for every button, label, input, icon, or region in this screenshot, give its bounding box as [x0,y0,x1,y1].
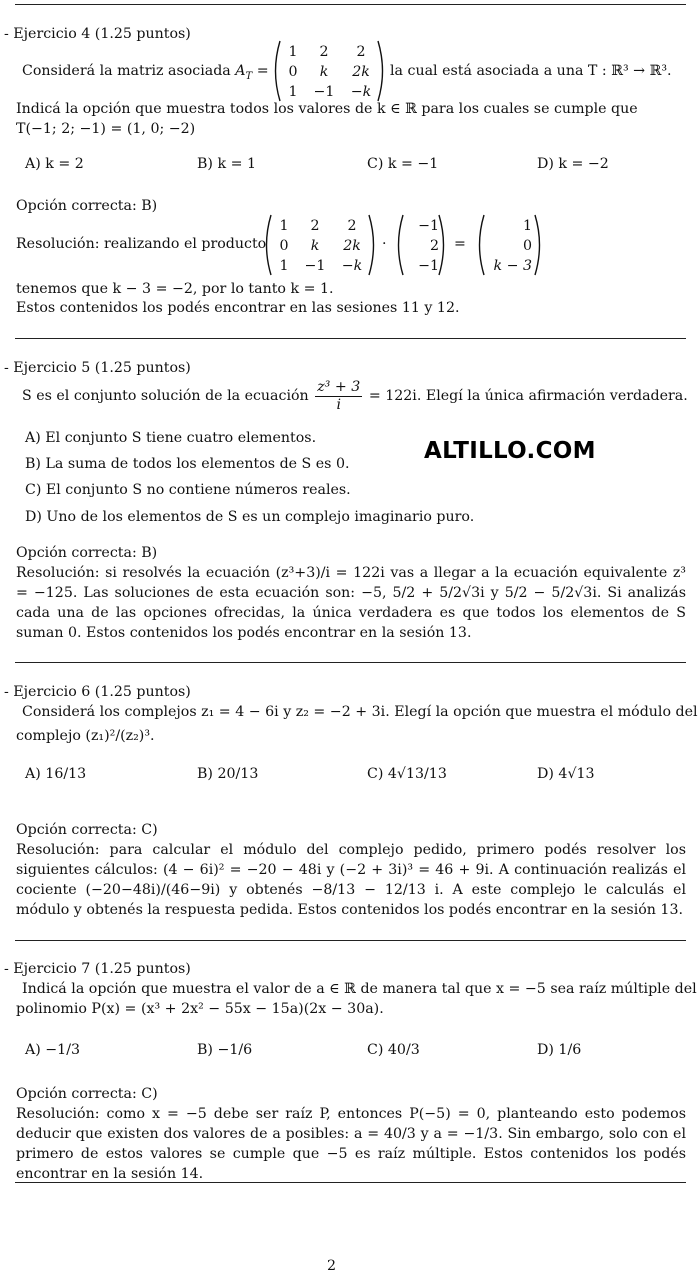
matrix-cell: 1 [279,258,289,274]
product-matrix-left-paren [261,214,273,276]
exercise-6-statement-2: complejo (z₁)²/(z₂)³. [16,728,155,744]
exercise-6-option-d: D) 4√13 [537,766,595,782]
exercise-4-header: - Ejercicio 4 (1.25 puntos) [4,26,191,42]
separator-top [15,4,686,5]
vector-right-paren [437,214,449,276]
matrix-left-paren [270,40,282,102]
equals-sign: = [454,236,466,252]
matrix-cell: 1 [288,84,298,100]
matrix-cell: 0 [279,238,289,254]
exercise-6-resolution: Resolución: para calcular el módulo del complejo pedido, primero podés resolver los siguientes cálculos: (4 − 6i)² = −20 − 48i y (−2 + 3i)³ = 46 + 9i. A continuación realizás el cociente (−20−48i)/(46−9i) y obtenés −8/13 − 12/13 i. A este complejo le calculás el módulo y obtenés la respuesta pedida. Estos contenidos los podés encontrar en la sesión 13. [16,842,686,918]
exercise-5-statement: S es el conjunto solución de la ecuación $\frac{\text{z³ + 3}}{i}$ = 122i. Elegí la única afirmación verdadera. [22,378,688,413]
exercise-6-option-b: B) 20/13 [197,766,259,782]
vector-x [405,216,439,276]
exercise-7-option-a: A) −1/3 [25,1042,81,1058]
matrix-right-paren [376,40,388,102]
exercise-5-resolution: Resolución: si resolvés la ecuación (z³+3)/i = 122i vas a llegar a la ecuación equivalente z³ = −125. Las soluciones de esta ecuación son: −5, 5/2 + 5/2√3i y 5/2 − 5/2√3i. Si analizás cada una de las opciones ofrecidas, la única verdadera es que todos los elementos de S suman 0. Estos contenidos los podés encontrar en la sesión 13. [16,565,686,641]
matrix-cell: 1 [279,218,289,234]
result-left-paren [474,214,486,276]
matrix-cell: 2k [343,238,361,254]
exercise-5-option-a: A) El conjunto S tiene cuatro elementos. [25,430,317,446]
matrix-cell: −1 [313,84,335,100]
exercise-7-option-c: C) 40/3 [367,1042,420,1058]
matrix-cell: 2 [310,218,320,234]
vector-cell: 2 [429,238,439,254]
exercise-4-statement-pre: Considerá la matriz asociada $A_T$ = [22,63,269,82]
exercise-7-option-d: D) 1/6 [537,1042,582,1058]
separator-ex5 [15,662,686,663]
matrix-cell: −k [350,84,372,100]
exercise-6-statement-1: Considerá los complejos z₁ = 4 − 6i y z₂ = −2 + 3i. Elegí la opción que muestra el módulo del [22,704,698,720]
dot-operator: · [382,236,387,252]
vector-cell: k − 3 [493,258,532,274]
matrix-cell: 2 [347,218,357,234]
vector-left-paren [393,214,405,276]
product-matrix [273,216,369,276]
matrix-cell: −1 [304,258,326,274]
exercise-4-contents: Estos contenidos los podés encontrar en las sesiones 11 y 12. [16,300,460,316]
exercise-5-correct: Opción correcta: B) [16,545,158,561]
exercise-4-line2: Indicá la opción que muestra todos los valores de k ∈ ℝ para los cuales se cumple que [16,101,638,117]
exercise-6-option-c: C) 4√13/13 [367,766,447,782]
result-right-paren [533,214,545,276]
exercise-4-resolution-pre: Resolución: realizando el producto [16,236,267,252]
matrix-cell: 2k [352,64,370,80]
exercise-4-line3: T(−1; 2; −1) = (1, 0; −2) [16,121,196,137]
exercise-4-correct: Opción correcta: B) [16,198,158,214]
exercise-6-option-a: A) 16/13 [25,766,87,782]
vector-cell: −1 [418,218,439,234]
vector-cell: 0 [522,238,532,254]
matrix-cell: 0 [288,64,298,80]
exercise-4-option-d: D) k = −2 [537,156,609,172]
product-matrix-right-paren [367,214,379,276]
exercise-5-header: - Ejercicio 5 (1.25 puntos) [4,360,191,376]
matrix-cell: 1 [288,44,298,60]
vector-cell: 1 [522,218,532,234]
exercise-7-statement-2: polinomio P(x) = (x³ + 2x² − 55x − 15a)(2x − 30a). [16,1001,384,1017]
exercise-5-option-b: B) La suma de todos los elementos de S es 0. [25,456,350,472]
exercise-7-correct: Opción correcta: C) [16,1086,158,1102]
separator-ex6 [15,940,686,941]
vector-cell: −1 [418,258,439,274]
matrix-cell: −k [341,258,363,274]
exercise-4-option-a: A) k = 2 [25,156,84,172]
separator-ex4 [15,338,686,339]
matrix-cell: 2 [356,44,366,60]
exercise-4-option-b: B) k = 1 [197,156,257,172]
exercise-6-header: - Ejercicio 6 (1.25 puntos) [4,684,191,700]
exercise-4-tenemos: tenemos que k − 3 = −2, por lo tanto k = 1. [16,281,334,297]
exercise-4-option-c: C) k = −1 [367,156,439,172]
matrix-cell: k [310,238,320,254]
result-vector [488,216,532,276]
exercise-7-resolution: Resolución: como x = −5 debe ser raíz P, entonces P(−5) = 0, planteando esto podemos deducir que existen dos valores de a posibles: a = 40/3 y a = −1/3. Sin embargo, solo con el primero de estos valores se cumple que −5 es raíz múltiple. Estos contenidos los podés encontrar en la sesión 14. [16,1106,686,1182]
watermark: ALTILLO.COM [424,438,596,464]
matrix-cell: k [319,64,329,80]
exercise-4-statement-post: la cual está asociada a una T : ℝ³ → ℝ³. [390,63,672,79]
page-number: 2 [327,1258,337,1274]
matrix-cell: 2 [319,44,329,60]
exercise-7-header: - Ejercicio 7 (1.25 puntos) [4,961,191,977]
matrix-a-t [282,42,378,102]
exercise-7-option-b: B) −1/6 [197,1042,253,1058]
exercise-5-option-c: C) El conjunto S no contiene números reales. [25,482,351,498]
exercise-5-option-d: D) Uno de los elementos de S es un complejo imaginario puro. [25,509,475,525]
exercise-7-statement-1: Indicá la opción que muestra el valor de a ∈ ℝ de manera tal que x = −5 sea raíz múltiple del [22,981,697,997]
exercise-6-correct: Opción correcta: C) [16,822,158,838]
